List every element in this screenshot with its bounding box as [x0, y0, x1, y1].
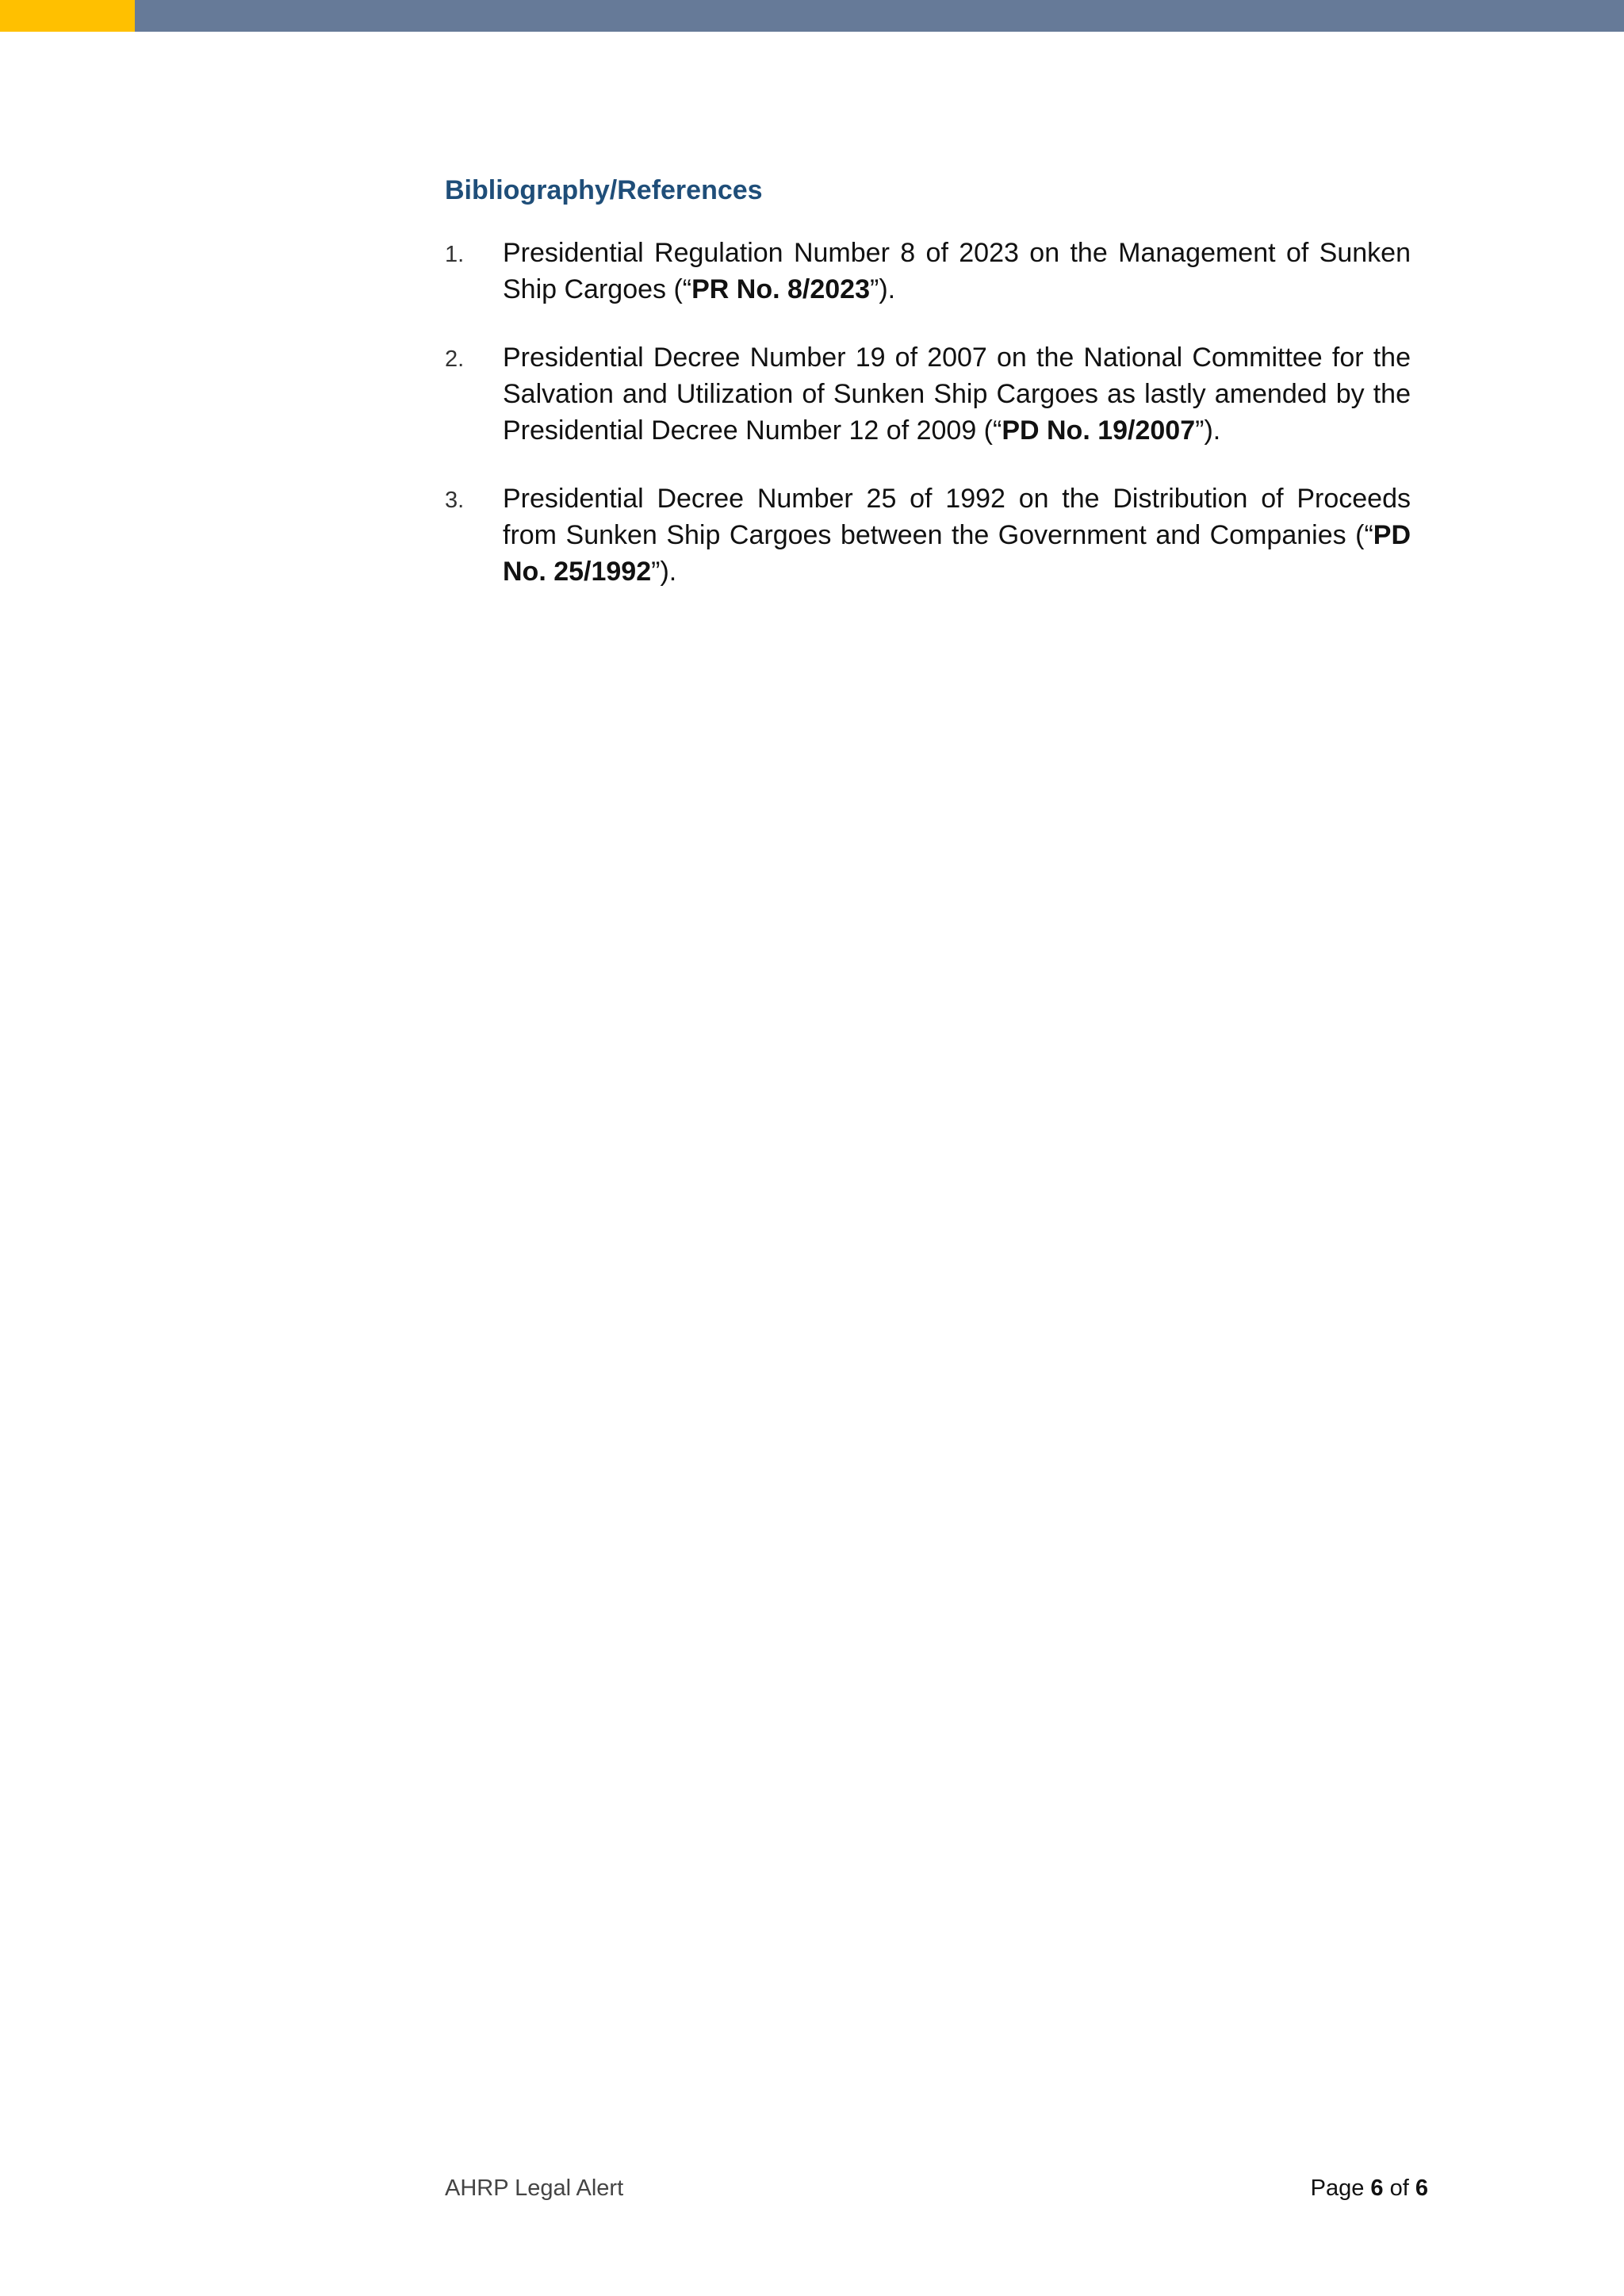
header-main-block — [135, 0, 1624, 32]
section-heading: Bibliography/References — [445, 175, 763, 205]
reference-short-name: PR No. 8/2023 — [691, 274, 870, 304]
reference-text-before: Presidential Regulation Number 8 of 2023 on the Management of Sunken Ship Cargoes (“ — [503, 238, 1411, 304]
reference-list — [445, 235, 1411, 590]
header-accent-block — [0, 0, 135, 32]
page-prefix: Page — [1310, 2175, 1371, 2201]
page-total: 6 — [1415, 2175, 1428, 2201]
reference-text — [503, 238, 1411, 304]
reference-text-after: ”). — [870, 274, 896, 304]
reference-text — [503, 484, 1411, 587]
reference-text — [503, 342, 1411, 446]
reference-text-before: Presidential Decree Number 19 of 2007 on the National Committee for the Salvation and Utilization of Sunken Ship Cargoes as lastly amended by the Presidential Decree Number 12 of 2009 (“ — [503, 342, 1411, 446]
reference-item — [445, 235, 1411, 308]
footer-page-number — [1311, 2172, 1428, 2204]
reference-short-name: PD No. 25/1992 — [503, 520, 1411, 587]
footer-publication-name: AHRP Legal Alert — [445, 2175, 624, 2201]
page-content — [445, 173, 1411, 622]
header-color-bar — [0, 0, 1624, 32]
page-footer — [445, 2172, 1428, 2204]
reference-text-after: ”). — [1195, 415, 1221, 446]
reference-item — [445, 339, 1411, 449]
reference-short-name: PD No. 19/2007 — [1002, 415, 1196, 446]
reference-text-after: ”). — [651, 557, 677, 587]
page-current: 6 — [1370, 2175, 1384, 2201]
reference-item — [445, 480, 1411, 590]
reference-text-before: Presidential Decree Number 25 of 1992 on the Distribution of Proceeds from Sunken Ship Cargoes between the Government and Companies (“ — [503, 484, 1411, 550]
reference-number: 2. — [445, 346, 465, 372]
reference-number: 1. — [445, 242, 465, 267]
page-separator: of — [1383, 2175, 1415, 2201]
reference-number: 3. — [445, 488, 465, 513]
